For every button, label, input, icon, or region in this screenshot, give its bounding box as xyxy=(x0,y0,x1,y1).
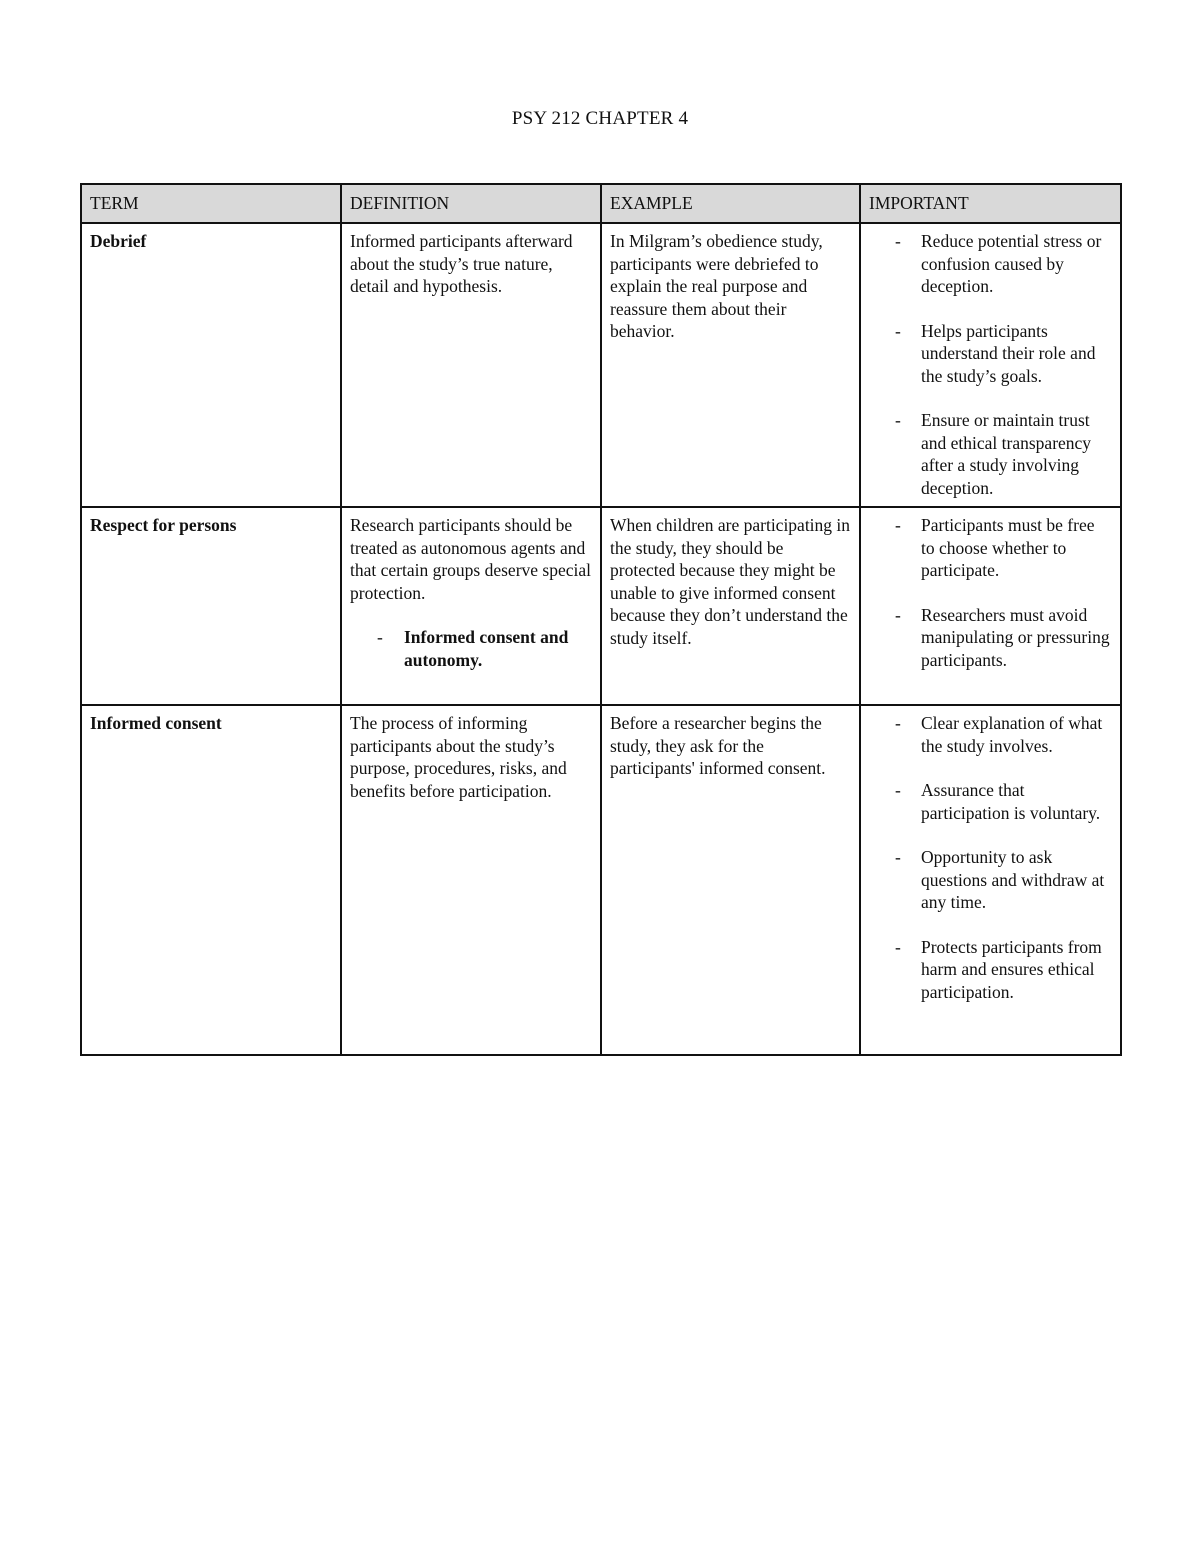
list-item-text: Opportunity to ask questions and withdraw at any time. xyxy=(921,847,1105,912)
list-item-text: Ensure or maintain trust and ethical transparency after a study involving deception. xyxy=(921,410,1092,498)
example-cell xyxy=(601,223,860,507)
dash-bullet: - xyxy=(895,780,901,800)
example-text: Before a researcher begins the study, they ask for the participants' informed consent. xyxy=(610,713,826,778)
term-label: Informed consent xyxy=(90,713,222,733)
example-text: When children are participating in the study, they should be protected because they might be unable to give informed consent because they don’t understand the study itself. xyxy=(610,515,851,648)
example-cell xyxy=(601,507,860,705)
term-cell xyxy=(81,507,341,705)
definition-sub-item xyxy=(350,626,592,671)
dash-bullet: - xyxy=(895,713,901,733)
table-header-row xyxy=(81,184,1121,223)
dash-bullet: - xyxy=(895,936,901,957)
table-row xyxy=(81,705,1121,1055)
definition-sub-text: Informed consent and autonomy. xyxy=(404,627,569,670)
list-item-text: Helps participants understand their role and the study’s goals. xyxy=(921,320,1096,386)
page-title: PSY 212 CHAPTER 4 xyxy=(511,108,689,129)
definition-text: The process of informing participants about the study’s purpose, procedures, risks, and benefits before participation. xyxy=(350,713,567,801)
definition-text: Research participants should be treated as autonomous agents and that certain groups deserve special protection. xyxy=(350,515,592,603)
definition-text: Informed participants afterward about the study’s true nature, detail and hypothesis. xyxy=(350,231,573,296)
definition-cell xyxy=(341,223,601,507)
dash-bullet: - xyxy=(895,604,901,625)
term-cell xyxy=(81,705,341,1055)
important-list xyxy=(869,514,1112,671)
term-label: Respect for persons xyxy=(90,515,237,535)
list-item xyxy=(869,712,1112,757)
list-item xyxy=(869,230,1112,298)
term-label: Debrief xyxy=(90,231,147,251)
dash-bullet: - xyxy=(377,627,383,647)
list-item-text: Protects participants from harm and ensures ethical participation. xyxy=(921,936,1102,1002)
list-item-text: Researchers must avoid manipulating or pressuring participants. xyxy=(921,604,1110,670)
dash-bullet: - xyxy=(895,410,901,430)
dash-bullet: - xyxy=(895,231,901,251)
dash-bullet: - xyxy=(895,847,901,867)
list-item xyxy=(869,936,1112,1004)
list-item-text: Reduce potential stress or confusion caused by deception. xyxy=(921,231,1102,296)
list-item xyxy=(869,604,1112,672)
terms-table xyxy=(80,183,1122,1056)
important-list xyxy=(869,712,1112,1003)
dash-bullet: - xyxy=(895,515,901,535)
important-list xyxy=(869,230,1112,499)
list-item-text: Participants must be free to choose whether to participate. xyxy=(921,515,1095,580)
table-row xyxy=(81,223,1121,507)
list-item-text: Clear explanation of what the study involves. xyxy=(921,713,1103,756)
term-cell xyxy=(81,223,341,507)
list-item xyxy=(869,320,1112,388)
list-item xyxy=(869,409,1112,499)
list-item xyxy=(869,779,1112,824)
header-important: IMPORTANT xyxy=(860,184,1121,223)
list-item-text: Assurance that participation is voluntary. xyxy=(921,780,1101,823)
table-row xyxy=(81,507,1121,705)
important-cell xyxy=(860,507,1121,705)
important-cell xyxy=(860,705,1121,1055)
list-item xyxy=(869,514,1112,582)
dash-bullet: - xyxy=(895,320,901,341)
list-item xyxy=(869,846,1112,914)
example-text: In Milgram’s obedience study, participants were debriefed to explain the real purpose and reassure them about their behavior. xyxy=(610,231,823,341)
definition-cell xyxy=(341,705,601,1055)
header-example: EXAMPLE xyxy=(601,184,860,223)
header-definition: DEFINITION xyxy=(341,184,601,223)
example-cell xyxy=(601,705,860,1055)
definition-cell xyxy=(341,507,601,705)
header-term: TERM xyxy=(81,184,341,223)
important-cell xyxy=(860,223,1121,507)
